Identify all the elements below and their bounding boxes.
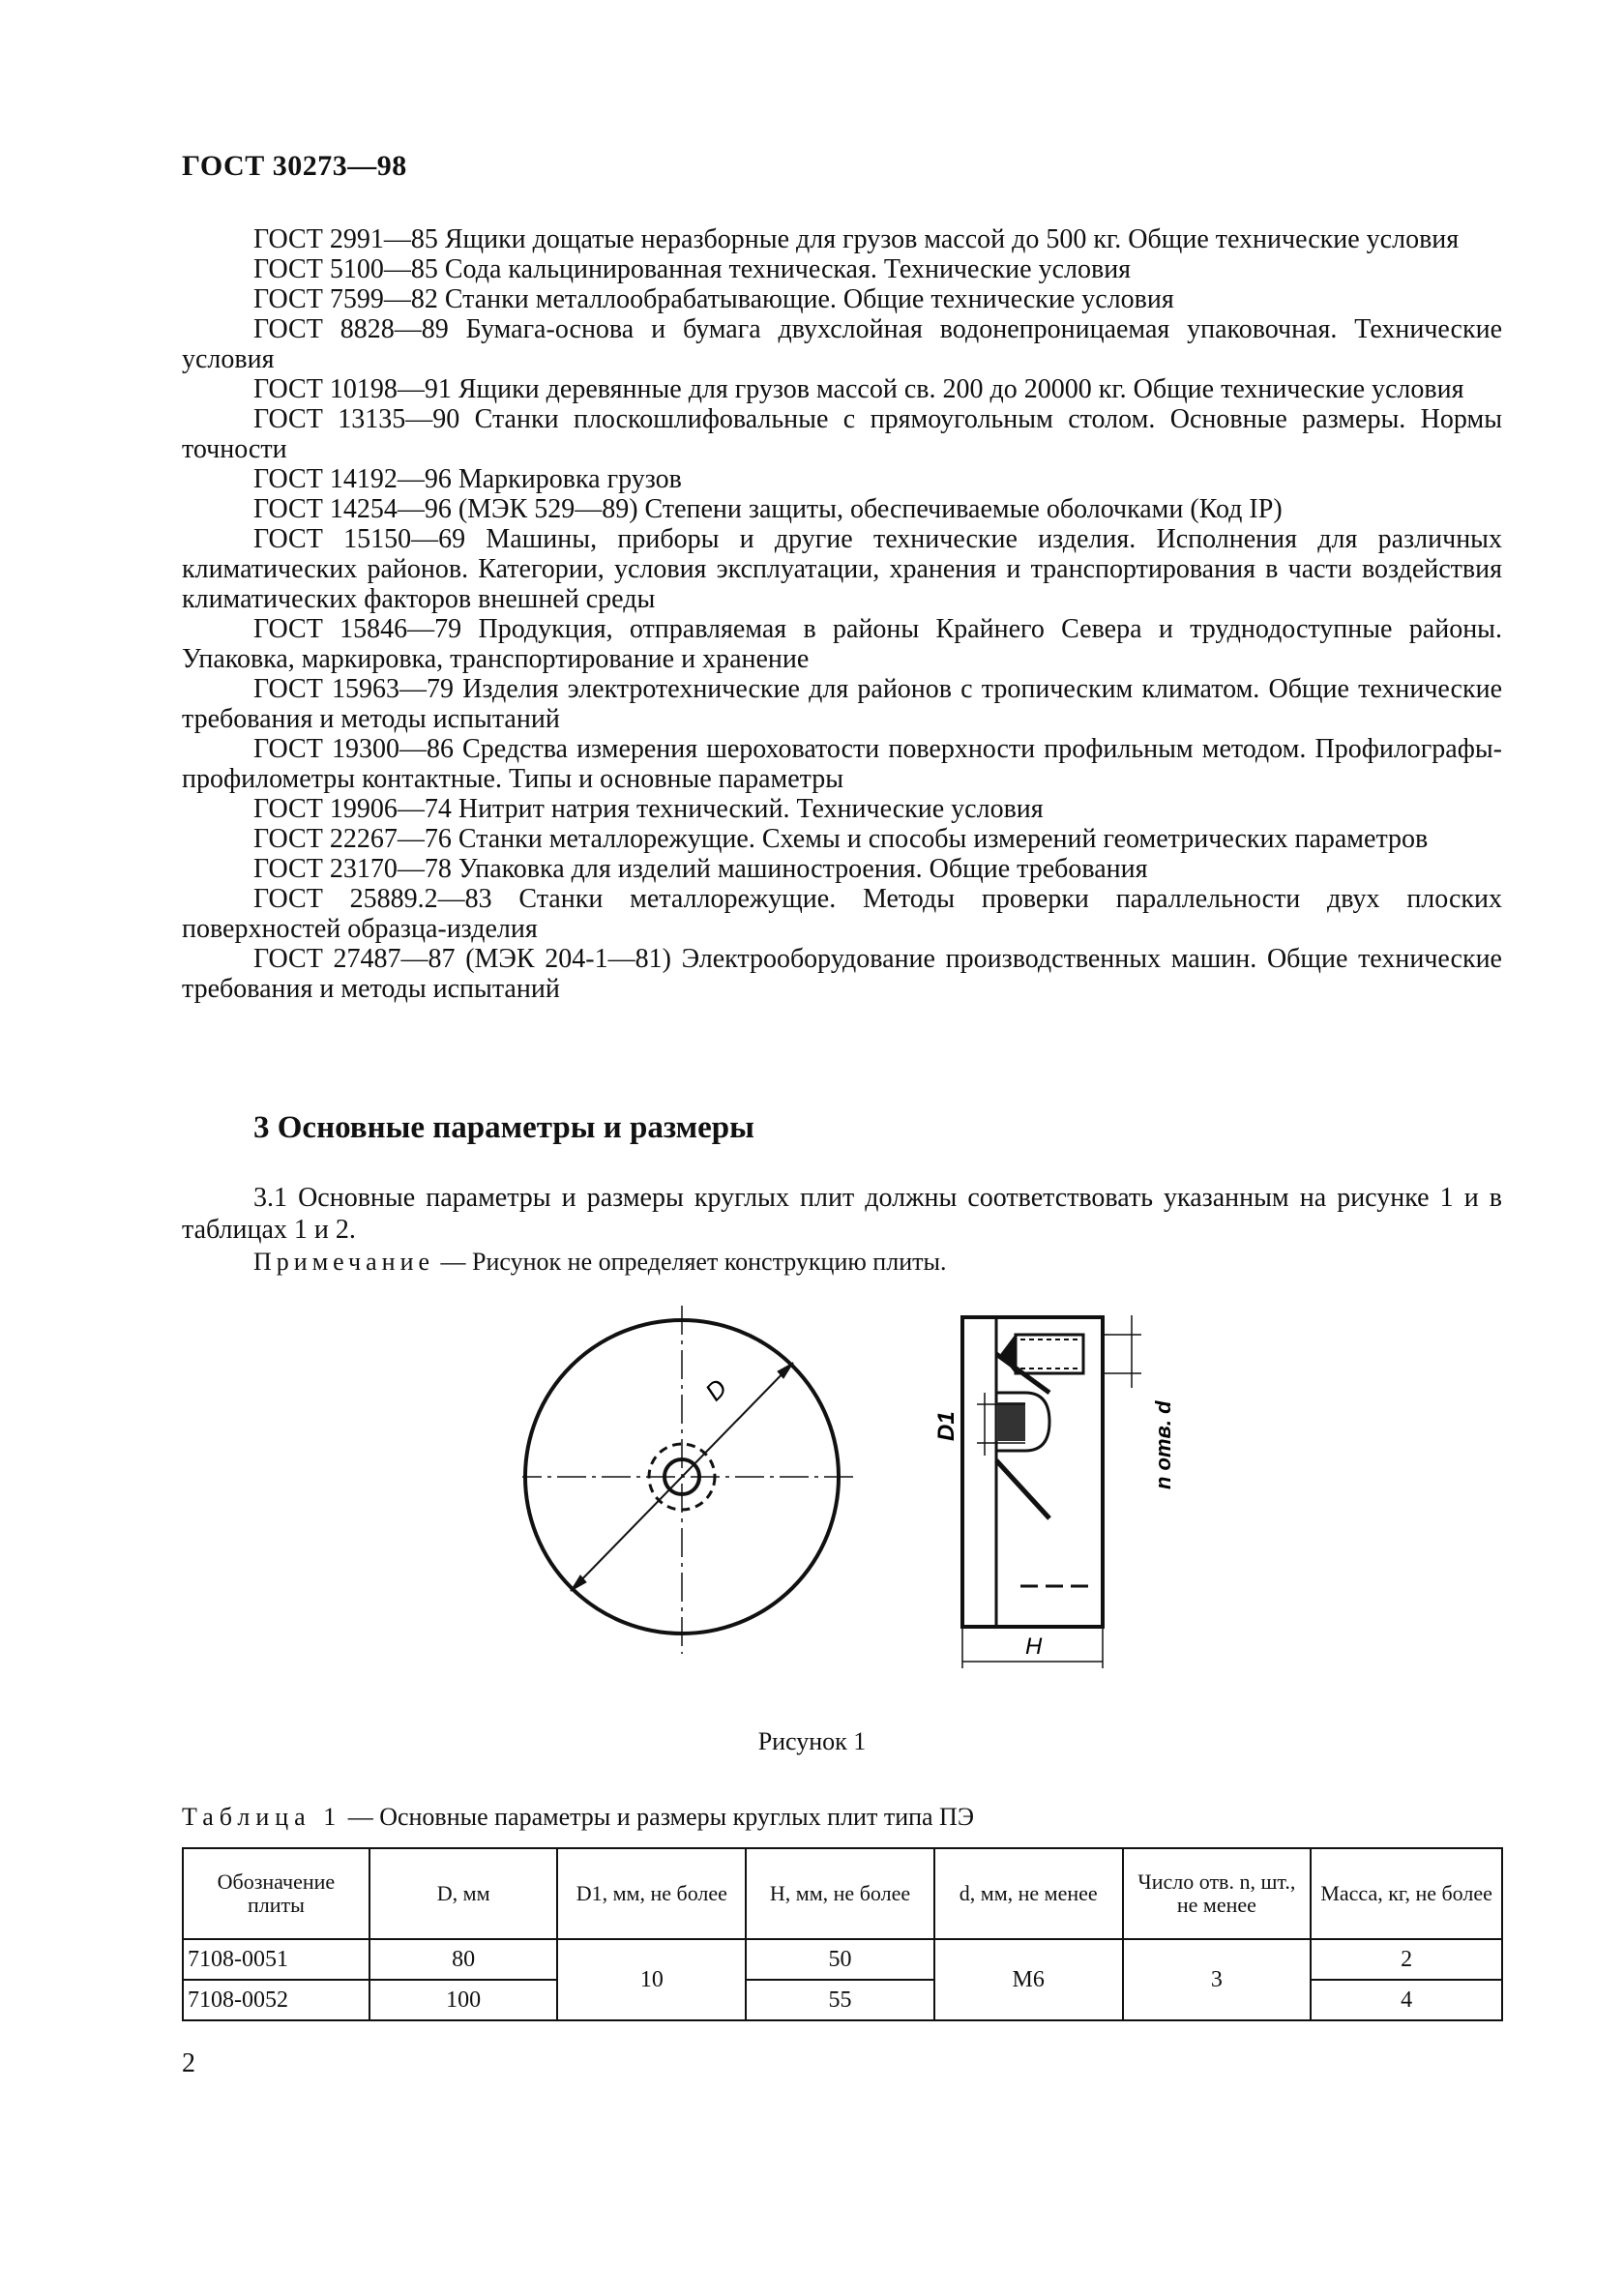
reference-title: Упаковка для изделий машиностроения. Общие требования xyxy=(458,854,1148,884)
reference-code: ГОСТ 14192—96 xyxy=(253,464,452,494)
reference-item xyxy=(182,614,1502,674)
note xyxy=(253,1248,946,1277)
reference-item xyxy=(182,404,1502,464)
reference-code: ГОСТ 22267—76 xyxy=(253,824,452,854)
reference-item xyxy=(182,884,1502,944)
reference-title: Продукция, отправляемая в районы Крайнего Севера и труднодоступные районы. Упаковка, маркировка, транспортирование и хранение xyxy=(182,614,1502,674)
reference-code: ГОСТ 15963—79 xyxy=(253,674,455,704)
header-H: H, мм, не более xyxy=(746,1848,934,1939)
reference-item xyxy=(182,224,1502,254)
cell-D: 100 xyxy=(369,1980,558,2020)
reference-code: ГОСТ 13135—90 xyxy=(253,404,460,434)
table-1 xyxy=(182,1847,1503,2021)
reference-code: ГОСТ 25889.2—83 xyxy=(253,884,492,914)
reference-title: Электрооборудование производственных машин. Общие технические требования и методы испытаний xyxy=(182,944,1502,1004)
cell-mass: 4 xyxy=(1311,1980,1502,2020)
header-n: Число отв. n, шт., не менее xyxy=(1123,1848,1312,1939)
reference-item xyxy=(182,374,1502,404)
cell-d: M6 xyxy=(934,1939,1123,2020)
reference-code: ГОСТ 2991—85 xyxy=(253,224,438,254)
cell-designation: 7108-0051 xyxy=(183,1939,369,1980)
reference-code: ГОСТ 14254—96 (МЭК 529—89) xyxy=(253,494,638,524)
reference-title: Бумага-основа и бумага двухслойная водонепроницаемая упаковочная. Технические условия xyxy=(182,314,1502,374)
figure-caption: Рисунок 1 xyxy=(757,1727,867,1755)
header-D: D, мм xyxy=(369,1848,558,1939)
cell-D: 80 xyxy=(369,1939,558,1980)
reference-code: ГОСТ 15150—69 xyxy=(253,524,466,554)
table-header-row xyxy=(183,1848,1502,1939)
page-number: 2 xyxy=(182,2048,195,2078)
table-1-caption xyxy=(182,1803,974,1832)
plate-top-view xyxy=(522,1306,856,1654)
reference-title: Ящики дощатые неразборные для грузов массой до 500 кг. Общие технические условия xyxy=(444,224,1460,254)
reference-item xyxy=(182,674,1502,734)
table-row xyxy=(183,1939,1502,1980)
reference-code: ГОСТ 23170—78 xyxy=(253,854,452,884)
header-designation: Обозначение плиты xyxy=(183,1848,369,1939)
reference-item xyxy=(182,494,1502,524)
reference-code: ГОСТ 10198—91 xyxy=(253,374,452,404)
cell-D1: 10 xyxy=(557,1939,746,2020)
cell-H: 55 xyxy=(746,1980,934,2020)
reference-title: Средства измерения шероховатости поверхности профильным методом. Профилографы-профилометры контактные. Типы и основные параметры xyxy=(182,734,1502,794)
reference-title: Изделия электротехнические для районов с тропическим климатом. Общие технические требования и методы испытаний xyxy=(182,674,1502,734)
reference-title: Нитрит натрия технический. Технические условия xyxy=(458,794,1044,824)
reference-code: ГОСТ 7599—82 xyxy=(253,284,438,314)
reference-title: Станки металлорежущие. Схемы и способы измерений геометрических параметров xyxy=(458,824,1429,854)
reference-item xyxy=(182,524,1502,614)
label-n-holes: n отв. d xyxy=(1151,1400,1175,1489)
reference-item xyxy=(182,464,1502,494)
cell-designation: 7108-0052 xyxy=(183,1980,369,2020)
reference-title: Степени защиты, обеспечиваемые оболочками (Код IP) xyxy=(644,494,1283,524)
reference-item xyxy=(182,944,1502,1004)
reference-item xyxy=(182,734,1502,794)
table-1-caption-text: — Основные параметры и размеры круглых плит типа ПЭ xyxy=(341,1803,974,1831)
header-D1: D1, мм, не более xyxy=(557,1848,746,1939)
normative-references-list xyxy=(182,224,1502,1004)
reference-title: Станки плоскошлифовальные с прямоугольным столом. Основные размеры. Нормы точности xyxy=(182,404,1503,464)
reference-item xyxy=(182,794,1502,824)
reference-code: ГОСТ 8828—89 xyxy=(253,314,449,344)
reference-title: Станки металлорежущие. Методы проверки параллельности двух плоских поверхностей образца-изделия xyxy=(182,884,1502,944)
label-D1: D1 xyxy=(933,1411,960,1441)
cell-mass: 2 xyxy=(1311,1939,1502,1980)
reference-code: ГОСТ 19906—74 xyxy=(253,794,452,824)
note-text: — Рисунок не определяет конструкцию плиты. xyxy=(434,1248,947,1276)
reference-code: ГОСТ 27487—87 (МЭК 204-1—81) xyxy=(253,944,671,974)
header-d: d, мм, не менее xyxy=(934,1848,1123,1939)
reference-item xyxy=(182,854,1502,884)
reference-code: ГОСТ 15846—79 xyxy=(253,614,462,644)
reference-item xyxy=(182,824,1502,854)
cell-n: 3 xyxy=(1123,1939,1312,2020)
label-H: H xyxy=(1025,1634,1043,1660)
reference-item xyxy=(182,254,1502,284)
label-D: D xyxy=(699,1372,733,1407)
plate-section-view xyxy=(962,1315,1141,1668)
paragraph-3-1: 3.1 Основные параметры и размеры круглых плит должны соответствовать указанным на рисунке 1 и в таблицах 1 и 2. xyxy=(182,1183,1502,1245)
cell-H: 50 xyxy=(746,1939,934,1980)
figure-1-drawing xyxy=(522,1296,1199,1683)
document-header: ГОСТ 30273—98 xyxy=(182,150,407,182)
section-title: 3 Основные параметры и размеры xyxy=(253,1110,754,1145)
reference-title: Маркировка грузов xyxy=(458,464,682,494)
reference-title: Станки металлообрабатывающие. Общие технические условия xyxy=(444,284,1174,314)
reference-title: Ящики деревянные для грузов массой св. 200 до 20000 кг. Общие технические условия xyxy=(458,374,1464,404)
reference-item xyxy=(182,284,1502,314)
header-mass: Масса, кг, не более xyxy=(1311,1848,1502,1939)
table-1-caption-label: Таблица 1 xyxy=(182,1803,342,1831)
reference-code: ГОСТ 19300—86 xyxy=(253,734,454,764)
note-label: Примечание xyxy=(253,1248,435,1276)
reference-title: Машины, приборы и другие технические изделия. Исполнения для различных климатических районов. Категории, условия эксплуатации, хранения и транспортирования в части воздействия климатических факторов внешней среды xyxy=(182,524,1502,614)
reference-title: Сода кальцинированная техническая. Технические условия xyxy=(444,254,1132,284)
reference-item xyxy=(182,314,1502,374)
reference-code: ГОСТ 5100—85 xyxy=(253,254,438,284)
